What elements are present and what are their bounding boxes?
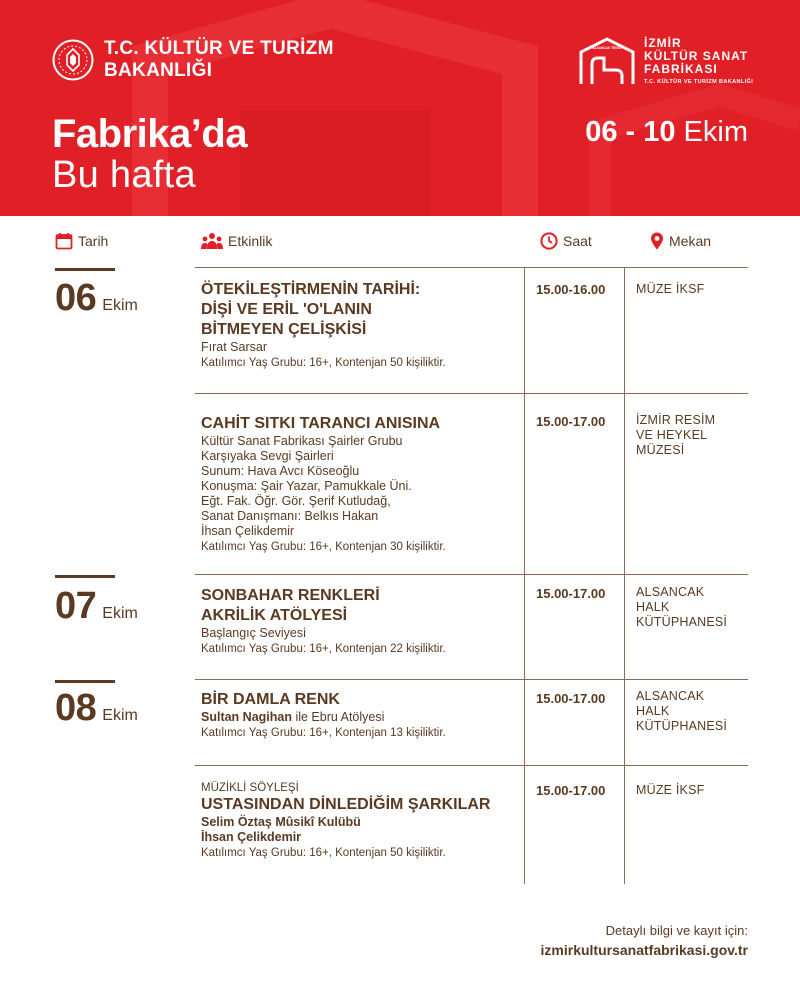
column-header-date — [55, 232, 108, 250]
event-participant-info: Katılımcı Yaş Grubu: 16+, Kontenjan 50 kişiliktir. — [201, 357, 446, 369]
event-detail-line: Selim Öztaş Mûsikî Kulübü — [201, 815, 361, 829]
brand-line-3: FABRİKASI — [644, 61, 718, 76]
date-range-numbers: 06 - 10 — [585, 116, 676, 148]
event-detail-line: Karşıyaka Sevgi Şairleri — [201, 449, 334, 463]
event-title-line: DİŞİ VE ERİL 'O'LANIN — [201, 301, 372, 318]
event-entry — [201, 690, 521, 740]
event-entry — [201, 586, 521, 656]
event-title-line: CAHİT SITKI TARANCI ANISINA — [201, 415, 441, 432]
day-number: 07 — [55, 585, 97, 627]
footer-website-link[interactable]: izmirkultursanatfabrikasi.gov.tr — [540, 942, 748, 958]
event-detail-line: Eğt. Fak. Öğr. Gör. Şerif Kutludağ, — [201, 494, 391, 508]
event-venue-line: MÜZE İKSF — [636, 783, 705, 797]
brand-line-1: İZMİR — [644, 35, 682, 50]
column-header-event — [201, 232, 272, 250]
ministry-seal-icon — [52, 39, 94, 81]
column-header-date-label: Tarih — [78, 233, 109, 249]
event-level: Başlangıç Seviyesi — [201, 626, 306, 640]
event-venue-line: KÜTÜPHANESİ — [636, 615, 728, 629]
event-participant-info: Katılımcı Yaş Grubu: 16+, Kontenjan 22 kişiliktir. — [201, 643, 446, 655]
ministry-line-1: T.C. KÜLTÜR VE TURİZM — [104, 38, 334, 59]
calendar-icon — [55, 232, 73, 250]
people-icon — [201, 232, 223, 250]
event-title-line: ÖTEKİLEŞTİRMENİN TARİHİ: — [201, 281, 421, 298]
footer — [541, 922, 748, 960]
column-divider-2 — [624, 267, 625, 884]
event-venue-line: HALK — [636, 704, 670, 718]
column-header-event-label: Etkinlik — [228, 233, 273, 249]
clock-icon — [540, 232, 558, 250]
date-range-month: Ekim — [683, 116, 748, 148]
row-divider — [195, 679, 748, 680]
event-detail-line — [201, 710, 521, 725]
brand-subtitle: T.C. KÜLTÜR VE TURİZM BAKANLIĞI — [644, 78, 754, 85]
brand-seal-text: ALSANCAK TEKEL — [592, 46, 622, 50]
event-venue-line: MÜZE İKSF — [636, 282, 705, 296]
event-title-line: BİTMEYEN ÇELİŞKİSİ — [201, 321, 367, 338]
event-venue — [636, 282, 756, 297]
row-divider — [195, 393, 748, 394]
event-time: 15.00-17.00 — [536, 586, 606, 601]
column-header-venue — [650, 232, 711, 250]
brand-line-2: KÜLTÜR SANAT — [644, 48, 749, 63]
event-venue-line: ALSANCAK — [636, 689, 705, 703]
event-time: 15.00-17.00 — [536, 414, 606, 429]
header-banner — [0, 0, 800, 216]
event-participant-info: Katılımcı Yaş Grubu: 16+, Kontenjan 50 kişiliktir. — [201, 847, 446, 859]
event-detail-line: Sunum: Hava Avcı Köseoğlu — [201, 464, 360, 478]
event-presenter: Fırat Sarsar — [201, 340, 267, 354]
row-divider — [195, 765, 748, 766]
event-time: 15.00-17.00 — [536, 783, 606, 798]
event-title-line: BİR DAMLA RENK — [201, 691, 340, 708]
event-venue-line: İZMİR RESİM — [636, 413, 716, 427]
day-label — [55, 688, 138, 728]
event-detail-line: Kültür Sanat Fabrikası Şairler Grubu — [201, 434, 403, 448]
day-number: 08 — [55, 687, 97, 729]
day-number: 06 — [55, 277, 97, 319]
event-venue-line: VE HEYKEL — [636, 428, 708, 442]
ministry-logo — [52, 38, 334, 82]
event-venue — [636, 585, 756, 630]
day-month: Ekim — [102, 297, 138, 314]
factory-logo-icon — [578, 36, 636, 86]
event-venue-line: ALSANCAK — [636, 585, 705, 599]
event-venue — [636, 783, 756, 798]
day-marker-bar — [55, 575, 115, 578]
event-title-line: AKRİLİK ATÖLYESİ — [201, 607, 348, 624]
day-month: Ekim — [102, 605, 138, 622]
date-range — [585, 114, 748, 150]
event-participant-info: Katılımcı Yaş Grubu: 16+, Kontenjan 30 kişiliktir. — [201, 541, 446, 553]
day-label — [55, 278, 138, 318]
page-title: Fabrika’da — [52, 112, 248, 156]
event-category: MÜZİKLİ SÖYLEŞİ — [201, 782, 299, 794]
brand-name — [644, 37, 753, 86]
row-divider — [195, 574, 748, 575]
day-marker-bar — [55, 268, 115, 271]
event-venue-line: HALK — [636, 600, 670, 614]
event-entry — [201, 414, 521, 554]
event-detail-rest: ile Ebru Atölyesi — [291, 710, 385, 724]
event-entry — [201, 781, 521, 860]
event-title-line: SONBAHAR RENKLERİ — [201, 587, 380, 604]
event-time: 15.00-16.00 — [536, 282, 606, 297]
event-venue-line: MÜZESİ — [636, 443, 685, 457]
event-detail-line: Konuşma: Şair Yazar, Pamukkale Üni. — [201, 479, 412, 493]
brand-logo — [578, 36, 753, 86]
event-venue-line: KÜTÜPHANESİ — [636, 719, 728, 733]
event-venue — [636, 689, 756, 734]
header-divider — [195, 267, 748, 268]
ministry-line-2: BAKANLIĞI — [104, 60, 213, 81]
column-header-venue-label: Mekan — [669, 233, 712, 249]
day-month: Ekim — [102, 707, 138, 724]
event-detail-line: Sanat Danışmanı: Belkıs Hakan — [201, 509, 379, 523]
event-entry — [201, 280, 521, 370]
event-title-line: USTASINDAN DİNLEDİĞİM ŞARKILAR — [201, 796, 491, 813]
day-marker-bar — [55, 680, 115, 683]
page-subtitle: Bu hafta — [52, 154, 196, 196]
column-header-time — [540, 232, 592, 250]
day-label — [55, 586, 138, 626]
event-venue — [636, 413, 756, 458]
event-detail-line: İhsan Çelikdemir — [201, 830, 302, 844]
event-participant-info: Katılımcı Yaş Grubu: 16+, Kontenjan 13 kişiliktir. — [201, 727, 446, 739]
event-detail-line: İhsan Çelikdemir — [201, 524, 295, 538]
column-divider-1 — [524, 267, 525, 884]
event-time: 15.00-17.00 — [536, 691, 606, 706]
location-pin-icon — [650, 232, 664, 250]
column-header-time-label: Saat — [563, 233, 592, 249]
event-artist-name: Sultan Nagihan — [201, 710, 292, 724]
footer-info-text: Detaylı bilgi ve kayıt için: — [605, 923, 748, 938]
ministry-name — [104, 38, 334, 82]
